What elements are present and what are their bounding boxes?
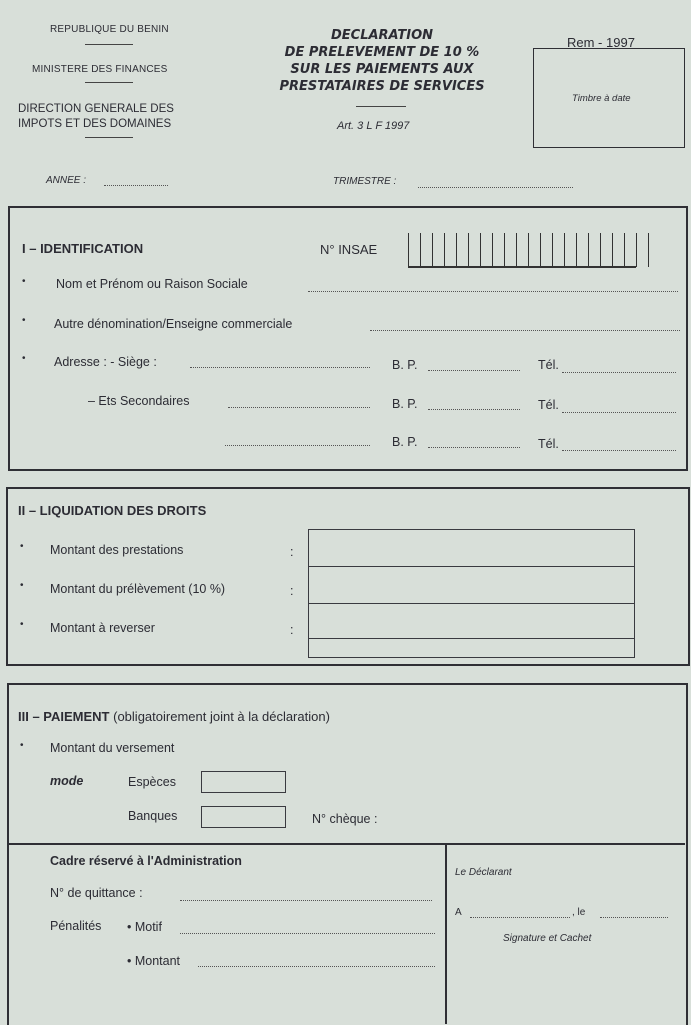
row2-label: Montant du prélèvement (10 %): [50, 582, 226, 596]
title-line4: PRESTATAIRES DE SERVICES: [279, 79, 485, 94]
republic-label: REPUBLIQUE DU BENIN: [50, 24, 169, 35]
date-field[interactable]: [600, 917, 668, 918]
year-field[interactable]: [104, 185, 168, 186]
cheque-label: N° chèque :: [312, 812, 378, 826]
title-line2: DE PRELEVEMENT DE 10 %: [284, 45, 480, 60]
cash-label: Espèces: [128, 775, 176, 789]
identification-title: I – IDENTIFICATION: [22, 241, 144, 256]
ministry-label: MINISTERE DES FINANCES: [32, 64, 168, 75]
article-ref: Art. 3 L F 1997: [337, 120, 410, 132]
tel-field-2[interactable]: [562, 412, 676, 413]
colon: :: [290, 545, 294, 559]
tel-field-3[interactable]: [562, 450, 676, 451]
bullet: •: [22, 353, 26, 364]
prelevement-amount-cell[interactable]: [308, 566, 635, 604]
liquidation-title: II – LIQUIDATION DES DROITS: [18, 503, 207, 518]
admin-divider: [8, 843, 685, 845]
payment-amount-label: Montant du versement: [50, 741, 175, 755]
secondary-label: – Ets Secondaires: [88, 394, 190, 408]
bullet: •: [22, 276, 26, 287]
bp-label-3: B. P.: [392, 435, 418, 449]
row1-label: Montant des prestations: [50, 543, 184, 557]
other-name-label: Autre dénomination/Enseigne commerciale: [54, 317, 293, 331]
direction-line1: DIRECTION GENERALE DES: [18, 103, 174, 115]
title-line1: DECLARATION: [330, 28, 434, 43]
year-label: ANNEE :: [46, 175, 87, 186]
form-code: Rem - 1997: [567, 35, 635, 50]
prestations-amount-cell[interactable]: [308, 529, 635, 567]
colon: :: [290, 584, 294, 598]
colon: :: [290, 623, 294, 637]
name-field[interactable]: [308, 291, 678, 292]
penalties-label: Pénalités: [50, 919, 102, 933]
name-label: Nom et Prénom ou Raison Sociale: [56, 277, 248, 291]
address-label: Adresse : - Siège :: [54, 355, 157, 369]
bp-field-2[interactable]: [428, 409, 520, 410]
quarter-label: TRIMESTRE :: [333, 176, 397, 187]
secondary-field[interactable]: [228, 407, 370, 408]
penalty-amount-field[interactable]: [198, 966, 435, 967]
other-name-field[interactable]: [370, 330, 680, 331]
total-cell[interactable]: [308, 638, 635, 658]
bullet: •: [20, 740, 24, 751]
bp-field-3[interactable]: [428, 447, 520, 448]
bp-label: B. P.: [392, 358, 418, 372]
place-field[interactable]: [470, 917, 570, 918]
receipt-label: N° de quittance :: [50, 886, 143, 900]
motive-field[interactable]: [180, 933, 435, 934]
receipt-field[interactable]: [180, 900, 432, 901]
direction-line2: IMPOTS ET DES DOMAINES: [18, 118, 172, 130]
row3-label: Montant à reverser: [50, 621, 155, 635]
bullet: •: [20, 619, 24, 630]
secondary-field-2[interactable]: [225, 445, 370, 446]
bp-label-2: B. P.: [392, 397, 418, 411]
stamp-label: Timbre à date: [572, 93, 631, 104]
bp-field[interactable]: [428, 370, 520, 371]
admin-title: Cadre réservé à l'Administration: [50, 854, 242, 868]
mode-label: mode: [50, 774, 84, 788]
bank-label: Banques: [128, 809, 178, 823]
bank-checkbox[interactable]: [201, 806, 286, 828]
date-label: , le: [572, 907, 586, 918]
motive-label: • Motif: [127, 920, 162, 934]
signature-label: Signature et Cachet: [503, 933, 592, 944]
insae-boxes[interactable]: [408, 233, 649, 267]
admin-vertical-divider: [445, 845, 447, 1024]
bullet: •: [22, 315, 26, 326]
payment-title: [18, 709, 330, 724]
payment-title-rest: (obligatoirement joint à la déclaration): [113, 709, 330, 724]
declarant-label: Le Déclarant: [455, 867, 512, 878]
quarter-field[interactable]: [418, 187, 573, 188]
cash-checkbox[interactable]: [201, 771, 286, 793]
tel-label: Tél.: [538, 358, 559, 372]
bullet: •: [20, 541, 24, 552]
address-field[interactable]: [190, 367, 370, 368]
reverser-amount-cell[interactable]: [308, 603, 635, 639]
form-title: [262, 27, 502, 95]
payment-title-bold: III – PAIEMENT: [18, 709, 110, 724]
tel-label-3: Tél.: [538, 437, 559, 451]
penalty-amount-label: • Montant: [127, 954, 181, 968]
stamp-box: [533, 48, 685, 148]
insae-label: N° INSAE: [320, 242, 378, 257]
tel-label-2: Tél.: [538, 398, 559, 412]
bullet: •: [20, 580, 24, 591]
tel-field[interactable]: [562, 372, 676, 373]
place-label: A: [455, 907, 462, 918]
title-line3: SUR LES PAIEMENTS AUX: [290, 62, 474, 77]
